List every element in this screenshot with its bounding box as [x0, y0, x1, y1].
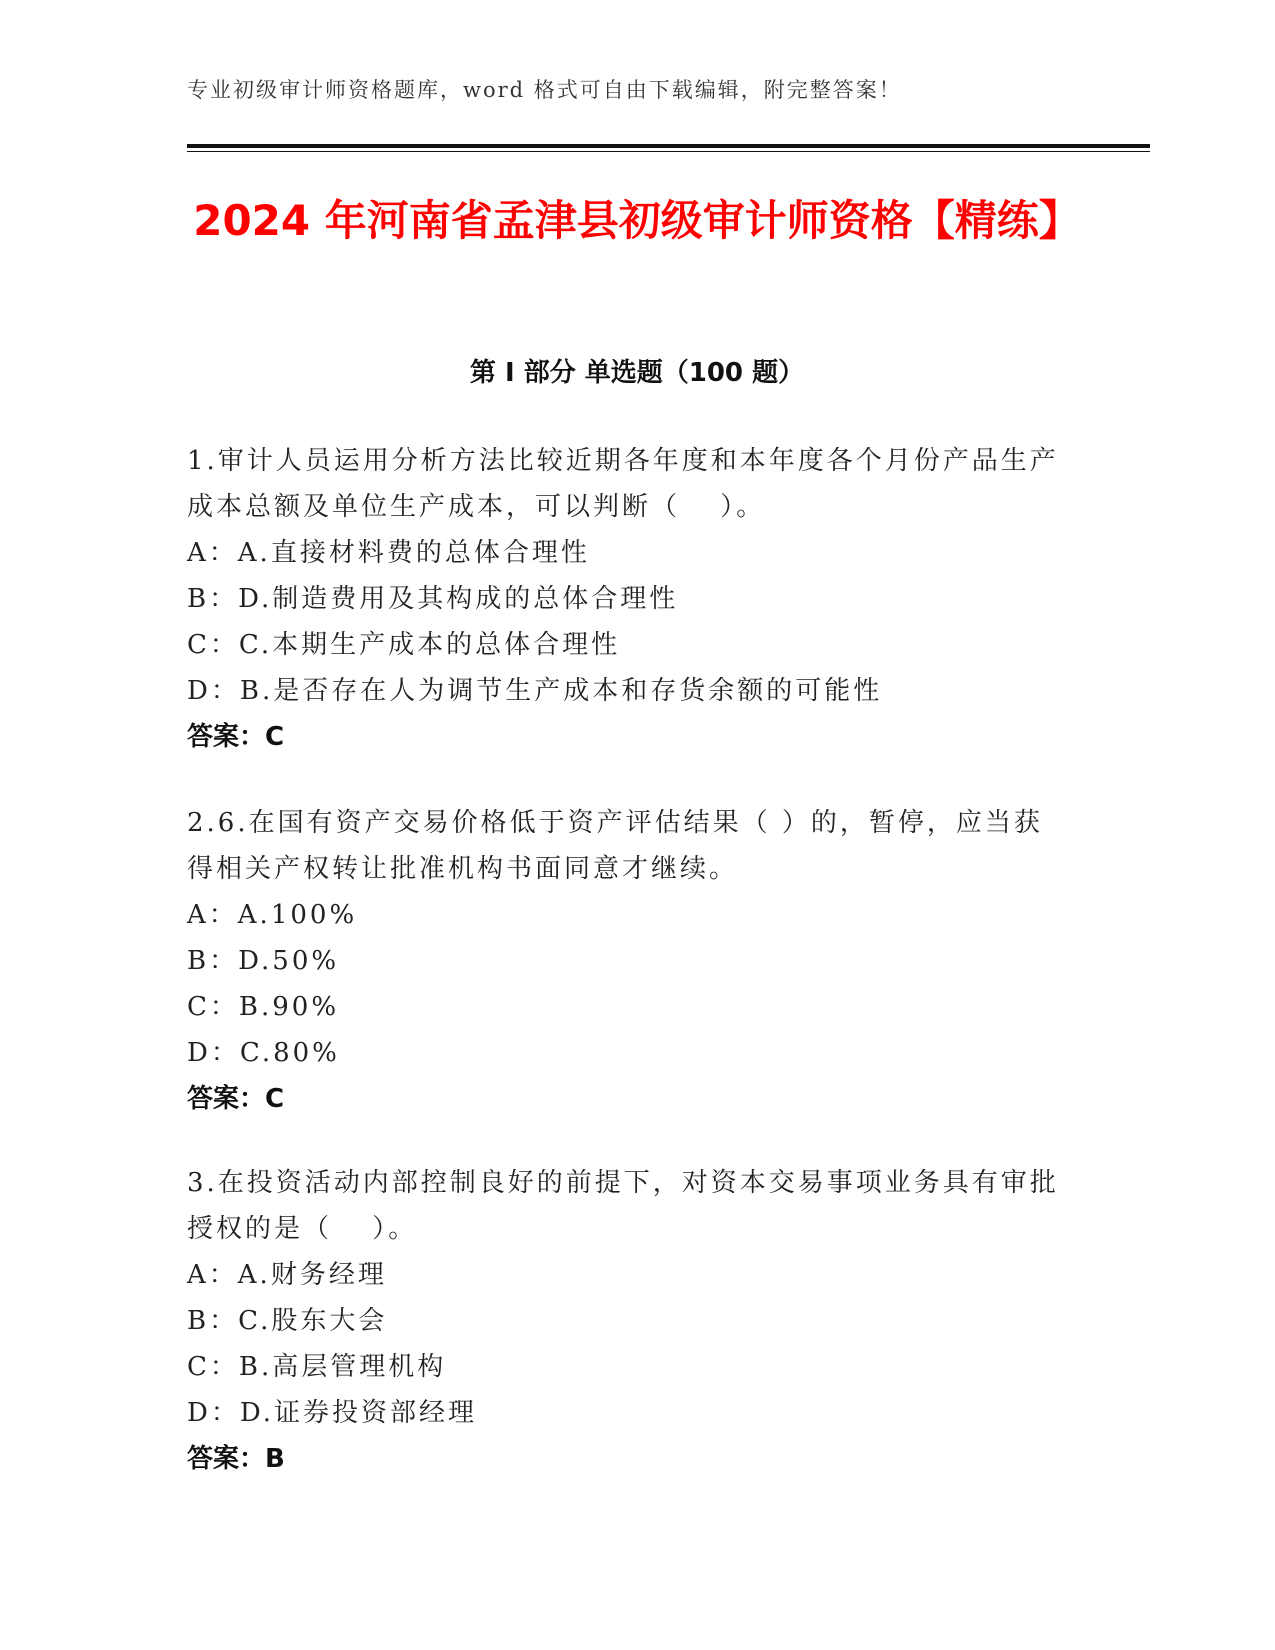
option-d: D：D.证券投资部经理	[187, 1398, 478, 1428]
answer: 答案：C	[187, 722, 285, 752]
question-stem: 3.在投资活动内部控制良好的前提下，对资本交易事项业务具有审批授权的是（ ）。	[187, 1168, 1059, 1244]
question-3	[187, 1160, 1067, 1482]
option-a: A：A.财务经理	[187, 1260, 387, 1290]
option-b: B：D.制造费用及其构成的总体合理性	[187, 584, 679, 614]
header-rule-thin	[187, 151, 1150, 152]
header-note: 专业初级审计师资格题库，word 格式可自由下载编辑，附完整答案！	[187, 78, 902, 102]
answer: 答案：B	[187, 1444, 285, 1474]
option-a: A：A.100%	[187, 900, 358, 930]
question-2	[187, 800, 1067, 1122]
question-1	[187, 438, 1067, 760]
option-c: C：B.高层管理机构	[187, 1352, 447, 1382]
option-c: C：B.90%	[187, 992, 340, 1022]
question-stem: 1.审计人员运用分析方法比较近期各年度和本年度各个月份产品生产成本总额及单位生产成本，可以判断（ ）。	[187, 446, 1059, 522]
question-stem: 2.6.在国有资产交易价格低于资产评估结果（ ）的，暂停，应当获得相关产权转让批准机构书面同意才继续。	[187, 808, 1043, 884]
answer: 答案：C	[187, 1084, 285, 1114]
option-a: A：A.直接材料费的总体合理性	[187, 538, 590, 568]
document-title: 2024 年河南省孟津县初级审计师资格【精练】	[193, 196, 1081, 245]
option-b: B：D.50%	[187, 946, 340, 976]
option-c: C：C.本期生产成本的总体合理性	[187, 630, 621, 660]
option-d: D：C.80%	[187, 1038, 340, 1068]
option-d: D：B.是否存在人为调节生产成本和存货余额的可能性	[187, 676, 883, 706]
header-rule-thick	[187, 144, 1150, 148]
option-b: B：C.股东大会	[187, 1306, 388, 1336]
section-title: 第 I 部分 单选题（100 题）	[469, 358, 805, 388]
